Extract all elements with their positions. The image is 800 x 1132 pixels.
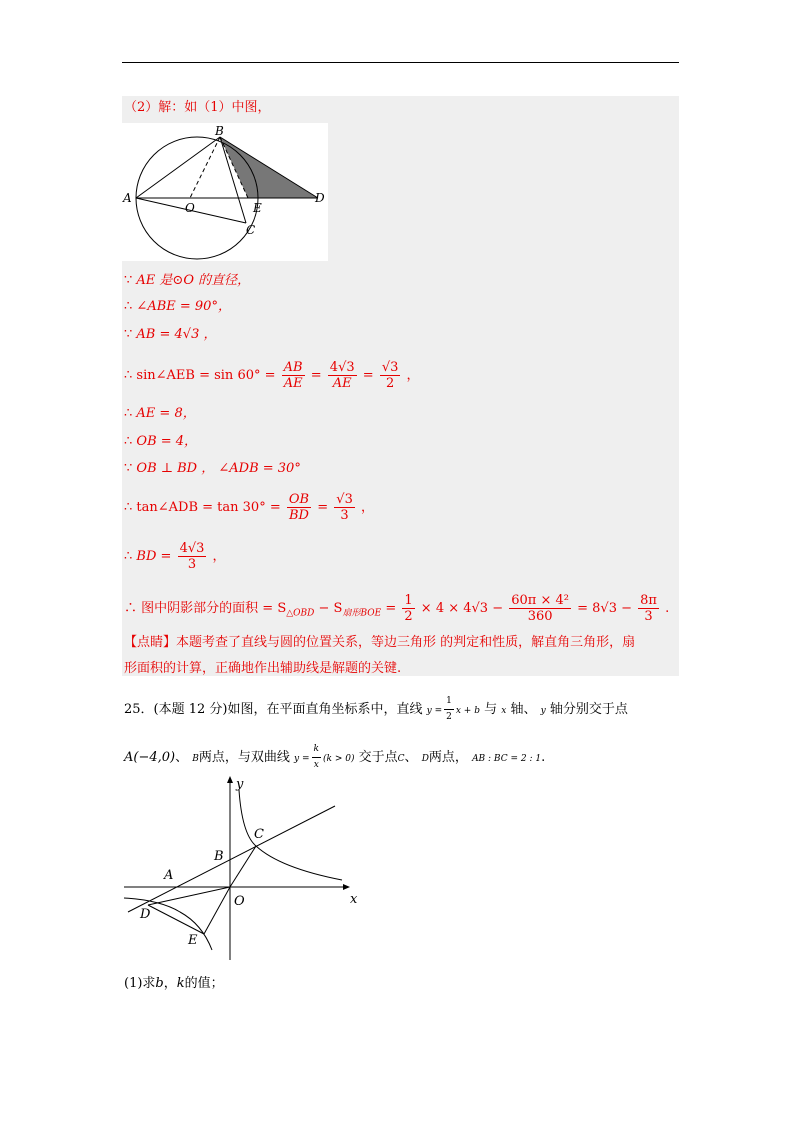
step-1 xyxy=(124,272,250,290)
label-e: E xyxy=(188,933,198,948)
step-symbol: ∴ xyxy=(124,299,133,314)
label-c: C xyxy=(254,827,264,842)
line-oe xyxy=(204,887,230,934)
label-a: A xyxy=(164,868,174,883)
step-8: ∴ tan∠ADB = tan 30° = $\frac{OB}{BD}$ = $\frac{√3}{3}$ ， xyxy=(124,492,374,523)
question-25-line-1: 25．(本题 12 分)如图，在平面直角坐标系中，直线 y = $\frac{1}{2}$ x + b 与 x 轴、 y 轴分别交于点 xyxy=(124,694,628,725)
sub-question-1: (1)求b，k的值； xyxy=(124,976,224,991)
fraction: $\frac{1}{2}$ xyxy=(446,696,452,722)
hyperbola-branch-3 xyxy=(124,898,212,950)
line-dc xyxy=(128,806,335,912)
step-symbol: ∵ xyxy=(124,273,133,288)
step-text: BD = xyxy=(136,549,172,564)
label-a: A xyxy=(123,191,132,205)
step-text: ∠ABE = 90°， xyxy=(136,299,231,314)
fraction: $\frac{\text{60π × 4²}}{360}$ xyxy=(511,593,569,624)
fraction: $\frac{AB}{AE}$ xyxy=(283,360,303,391)
line-ob xyxy=(190,137,220,198)
label-e: E xyxy=(253,201,262,215)
step-text: AE 是⊙O 的直径， xyxy=(136,273,251,288)
step-symbol: ∴ xyxy=(124,549,133,564)
coordinate-diagram xyxy=(120,772,370,962)
step-10: ∴ 图中阴影部分的面积 = $S_{\triangle OBD} - S_{扇形BOE}$ = $\frac{1}{2}$ × 4 × 4√3 − $\frac{\text{60π × 4²}}{360}$ = 8√3 − $\frac{8\pi}{3}$ . xyxy=(124,593,670,624)
step-text: OB ⊥ BD ， ∠ADB = 30° xyxy=(136,461,301,476)
label-c: C xyxy=(246,223,256,237)
step-symbol: ∴ xyxy=(124,601,138,616)
step-text: 图中阴影部分的面积 = S xyxy=(141,601,287,616)
fraction: $\frac{OB}{BD}$ xyxy=(288,492,310,523)
label-y: y xyxy=(236,777,244,792)
step-symbol: ∴ xyxy=(124,434,133,449)
step-symbol: ∴ xyxy=(124,500,133,515)
step-text: AE = 8， xyxy=(136,406,196,421)
step-4: ∴ sin∠AEB = sin 60° = $\frac{AB}{AE}$ = $\frac{4√3}{AE}$ = $\frac{√3}{2}$ ， xyxy=(124,360,420,391)
step-text: AB = 4√3 ， xyxy=(136,327,217,342)
comment-line-2: 形面积的计算，正确地作出辅助线是解题的关键. xyxy=(124,661,402,676)
fraction: $\frac{√3}{3}$ xyxy=(336,492,353,523)
label-o: O xyxy=(234,894,245,909)
line-ab xyxy=(136,137,220,198)
label-d: D xyxy=(140,907,151,922)
solution-intro: （2）解：如（1）中图， xyxy=(124,100,271,115)
coordinate-figure xyxy=(120,772,370,962)
question-25-line-2: A(−4,0)、 B两点，与双曲线 y = $\frac{k}{x}$ (k > 0) 交于点C、 D两点， AB : BC = 2 : 1. xyxy=(124,742,545,773)
y-axis-arrow xyxy=(227,776,233,783)
step-9: ∴ BD = $\frac{4√3}{3}$ ， xyxy=(124,541,226,572)
circle-diagram xyxy=(122,123,328,261)
line-oc xyxy=(230,846,256,887)
label-b: B xyxy=(214,849,224,864)
step-text: OB = 4， xyxy=(136,434,198,449)
step-symbol: ∵ xyxy=(124,327,133,342)
fraction: $\frac{4√3}{AE}$ xyxy=(329,360,355,391)
fraction: $\frac{√3}{2}$ xyxy=(381,360,399,391)
label-o: O xyxy=(185,201,195,215)
step-7 xyxy=(124,460,301,478)
x-axis-arrow xyxy=(343,884,350,890)
comment-line-1: 【点睛】本题考查了直线与圆的位置关系，等边三角形 的判定和性质，解直角三角形，扇 xyxy=(124,635,636,650)
step-symbol: ∵ xyxy=(124,461,133,476)
header-rule xyxy=(122,62,679,63)
step-6 xyxy=(124,433,197,451)
step-symbol: ∴ xyxy=(124,368,133,383)
label-d: D xyxy=(315,191,325,205)
step-symbol: ∴ xyxy=(124,406,133,421)
fraction: $\frac{4√3}{3}$ xyxy=(179,541,205,572)
fraction: $\frac{8\pi}{3}$ xyxy=(640,593,657,624)
label-b: B xyxy=(215,124,224,138)
fraction: $\frac{k}{x}$ xyxy=(313,744,320,770)
step-3 xyxy=(124,326,216,344)
step-2 xyxy=(124,298,231,316)
circle-figure xyxy=(122,123,328,261)
label-x: x xyxy=(350,892,358,907)
step-text: sin∠AEB = sin 60° = xyxy=(136,368,276,383)
fraction: $\frac{1}{2}$ xyxy=(404,593,413,624)
step-5 xyxy=(124,405,196,423)
step-text: tan∠ADB = tan 30° = xyxy=(136,500,281,515)
